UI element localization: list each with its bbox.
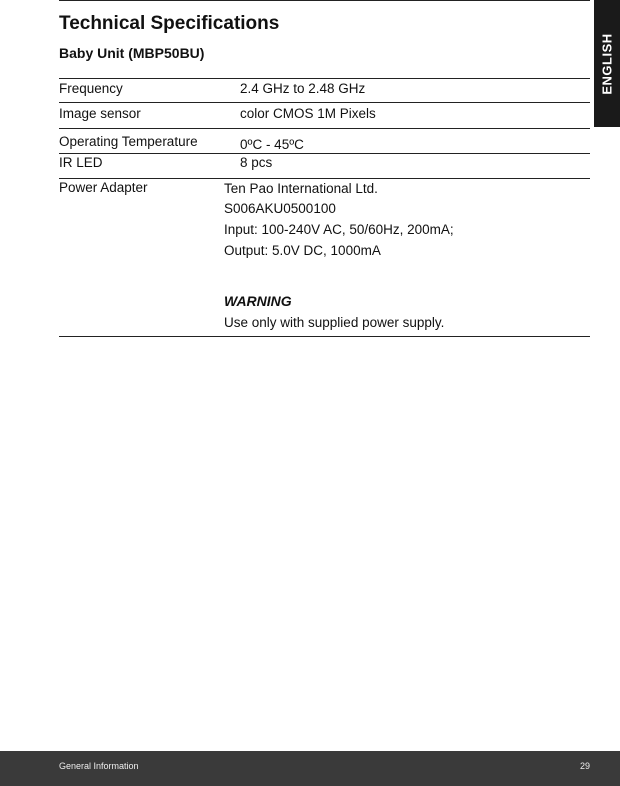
spec-label-power-adapter: Power Adapter [59,180,148,195]
language-tab-label: ENGLISH [599,33,615,95]
top-rule [59,0,590,1]
footer-section-name: General Information [59,761,139,771]
power-adapter-manufacturer: Ten Pao International Ltd. [224,181,378,196]
table-rule [59,102,590,103]
page-number: 29 [579,761,590,771]
table-bottom-rule [59,336,590,337]
spec-label-frequency: Frequency [59,81,123,96]
spec-value-operating-temperature: 0ºC - 45ºC [240,137,304,152]
section-subtitle: Baby Unit (MBP50BU) [59,45,205,61]
power-adapter-input: Input: 100-240V AC, 50/60Hz, 200mA; [224,222,454,237]
table-rule [59,178,590,179]
table-rule [59,153,590,154]
spec-value-ir-led: 8 pcs [240,155,273,170]
page-footer [0,751,620,786]
table-rule [59,78,590,79]
power-adapter-model: S006AKU0500100 [224,201,336,216]
table-rule [59,128,590,129]
spec-value-image-sensor: color CMOS 1M Pixels [240,106,376,121]
language-tab [594,0,620,127]
warning-title: WARNING [224,293,292,309]
page-title: Technical Specifications [59,13,280,34]
spec-label-operating-temperature: Operating Temperature [59,134,198,149]
spec-label-image-sensor: Image sensor [59,106,141,121]
power-adapter-output: Output: 5.0V DC, 1000mA [224,243,381,258]
spec-value-frequency: 2.4 GHz to 2.48 GHz [240,81,366,96]
spec-label-ir-led: IR LED [59,155,103,170]
warning-text: Use only with supplied power supply. [224,315,445,330]
